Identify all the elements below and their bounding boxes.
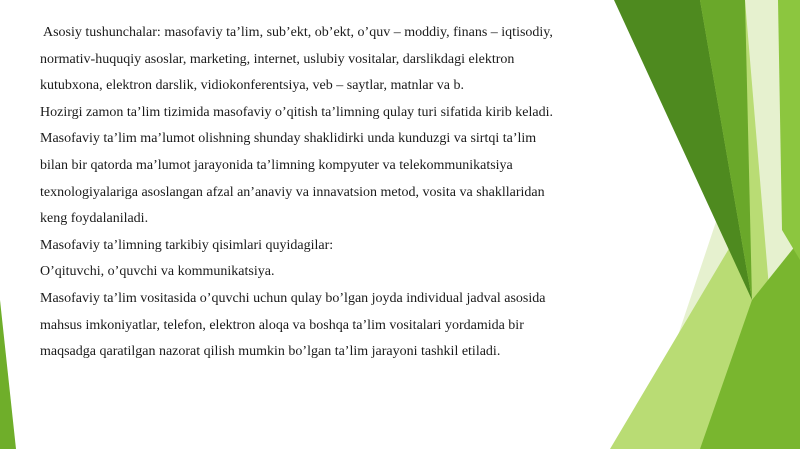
text-line-10: O’qituvchi, o’quvchi va kommunikatsiya.	[40, 264, 275, 280]
text-line-5: Masofaviy ta’lim ma’lumot olishning shunday shaklidirki unda kunduzgi va sirtqi ta’lim	[40, 131, 537, 147]
text-line-8: keng foydalaniladi.	[40, 211, 149, 227]
text-line-12: mahsus imkoniyatlar, telefon, elektron aloqa va boshqa ta’lim vositalari yordamida bir	[40, 317, 524, 333]
body-text	[40, 20, 600, 366]
text-line-7: texnologiyalariga asoslangan afzal an’anaviy va innavatsion metod, vosita va shakllaridan	[40, 184, 545, 200]
deco-left-sliver	[0, 300, 16, 449]
text-line-13: maqsadga qaratilgan nazorat qilish mumkin bo’lgan ta’lim jarayoni tashkil etiladi.	[40, 344, 501, 360]
text-line-11: Masofaviy ta’lim vositasida o’quvchi uchun qulay bo’lgan joyda individual jadval asosida	[40, 290, 546, 306]
text-line-6: bilan bir qatorda ma’lumot jarayonida ta’limning kompyuter va telekommunikatsiya	[40, 157, 513, 173]
text-line-3: kutubxona, elektron darslik, vidiokonferentsiya, veb – saytlar, matnlar va b.	[40, 78, 464, 94]
text-line-4: Hozirgi zamon ta’lim tizimida masofaviy o’qitish ta’limning qulay turi sifatida kirib keladi.	[40, 104, 553, 120]
text-line-2: normativ-huquqiy asoslar, marketing, internet, uslubiy vositalar, darslikdagi elektron	[40, 51, 515, 67]
text-line-1: Asosiy tushunchalar: masofaviy ta’lim, sub’ekt, ob’ekt, o’quv – moddiy, finans – iqtisodiy,	[43, 25, 553, 40]
text-line-9: Masofaviy ta’limning tarkibiy qisimlari quyidagilar:	[40, 237, 334, 253]
